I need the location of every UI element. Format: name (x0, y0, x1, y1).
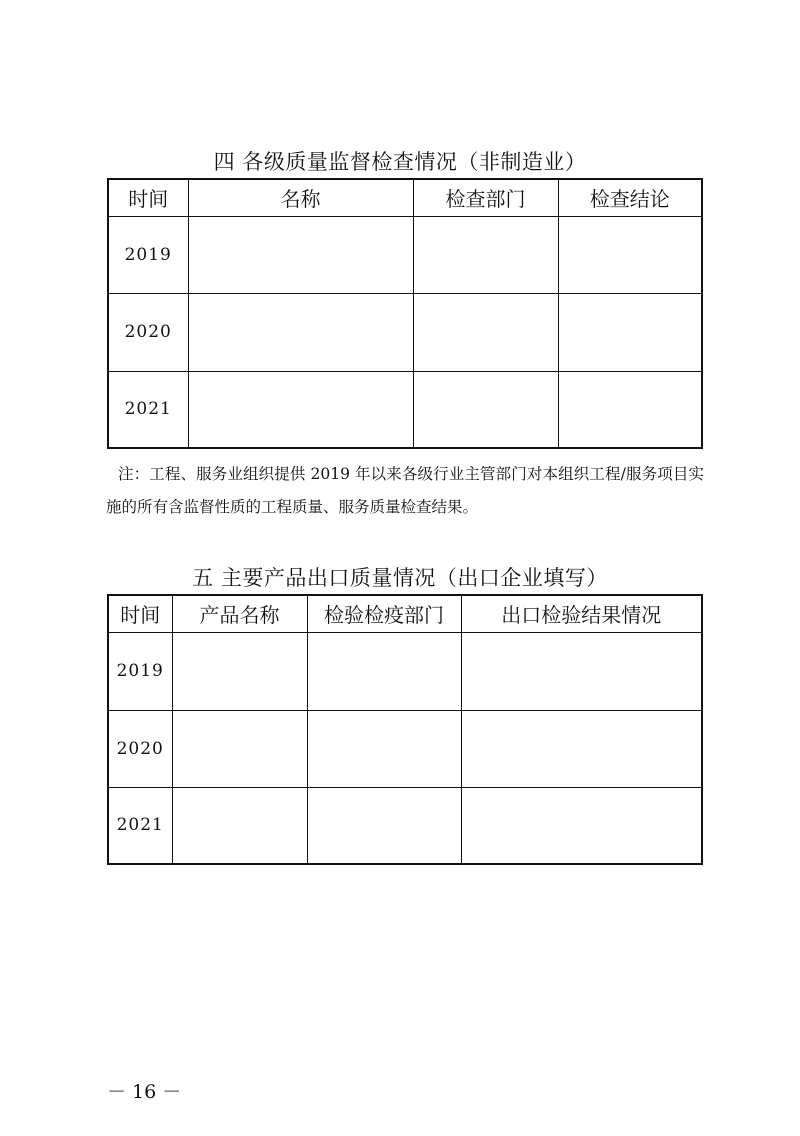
year-cell: 2021 (108, 787, 172, 864)
year-cell: 2019 (108, 632, 172, 710)
table-row (108, 710, 702, 787)
table-row (108, 371, 702, 448)
header-name: 名称 (188, 179, 413, 216)
table-row (108, 632, 702, 710)
table-row (108, 216, 702, 293)
inspection-dept-cell[interactable] (413, 293, 558, 371)
header-inspection-conclusion: 检查结论 (558, 179, 702, 216)
inspection-quarantine-dept-cell[interactable] (307, 632, 461, 710)
inspection-dept-cell[interactable] (413, 216, 558, 293)
page-number: － 16 － (107, 1081, 182, 1103)
export-inspection-result-cell[interactable] (461, 787, 702, 864)
product-name-cell[interactable] (172, 710, 307, 787)
year-cell: 2020 (108, 710, 172, 787)
inspection-conclusion-cell[interactable] (558, 216, 702, 293)
inspection-quarantine-dept-cell[interactable] (307, 710, 461, 787)
section4-note: 注：工程、服务业组织提供 2019 年以来各级行业主管部门对本组织工程/服务项目实施的所有含监督性质的工程质量、服务质量检查结果。 (106, 465, 704, 516)
header-time: 时间 (108, 595, 172, 632)
export-inspection-result-cell[interactable] (461, 632, 702, 710)
year-cell: 2020 (108, 293, 188, 371)
header-product-name: 产品名称 (172, 595, 307, 632)
section5-title: 五 主要产品出口质量情况（出口企业填写） (192, 566, 608, 590)
product-name-cell[interactable] (172, 632, 307, 710)
header-export-inspection-result: 出口检验结果情况 (461, 595, 702, 632)
export-inspection-result-cell[interactable] (461, 710, 702, 787)
header-inspection-dept: 检查部门 (413, 179, 558, 216)
year-cell: 2019 (108, 216, 188, 293)
header-time: 时间 (108, 179, 188, 216)
name-cell[interactable] (188, 216, 413, 293)
section4-table (107, 178, 703, 449)
section5-table (107, 594, 703, 865)
name-cell[interactable] (188, 293, 413, 371)
table-row (108, 787, 702, 864)
section4-title: 四 各级质量监督检查情况（非制造业） (213, 150, 587, 174)
inspection-conclusion-cell[interactable] (558, 293, 702, 371)
product-name-cell[interactable] (172, 787, 307, 864)
name-cell[interactable] (188, 371, 413, 448)
table-row (108, 293, 702, 371)
inspection-dept-cell[interactable] (413, 371, 558, 448)
inspection-quarantine-dept-cell[interactable] (307, 787, 461, 864)
header-inspection-quarantine-dept: 检验检疫部门 (307, 595, 461, 632)
table-header-row (108, 595, 702, 632)
table-header-row (108, 179, 702, 216)
inspection-conclusion-cell[interactable] (558, 371, 702, 448)
year-cell: 2021 (108, 371, 188, 448)
